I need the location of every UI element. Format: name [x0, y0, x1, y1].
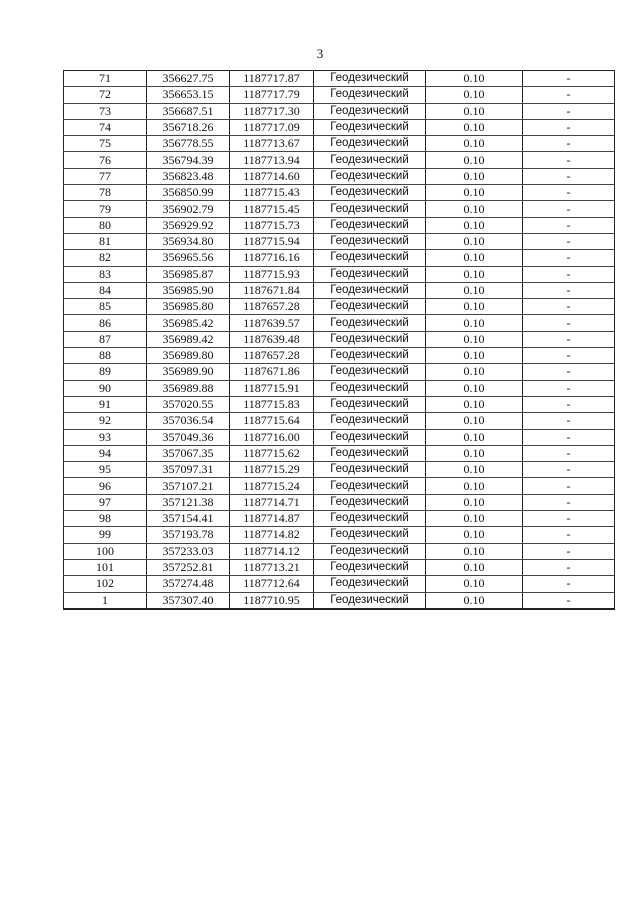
accuracy-cell: 0.10	[426, 429, 523, 445]
point-number-cell: 83	[64, 266, 147, 282]
x-coordinate-cell: 357193.78	[147, 527, 230, 543]
point-number-cell: 87	[64, 331, 147, 347]
method-cell: Геодезический	[314, 576, 426, 592]
y-coordinate-cell: 1187713.67	[230, 136, 314, 152]
accuracy-cell: 0.10	[426, 136, 523, 152]
accuracy-cell: 0.10	[426, 494, 523, 510]
table-row	[64, 380, 615, 396]
x-coordinate-cell: 356778.55	[147, 136, 230, 152]
method-cell: Геодезический	[314, 429, 426, 445]
table-row	[64, 233, 615, 249]
method-cell: Геодезический	[314, 299, 426, 315]
accuracy-cell: 0.10	[426, 87, 523, 103]
method-cell: Геодезический	[314, 348, 426, 364]
description-cell: -	[523, 380, 615, 396]
x-coordinate-cell: 356989.88	[147, 380, 230, 396]
x-coordinate-cell: 356794.39	[147, 152, 230, 168]
description-cell: -	[523, 396, 615, 412]
table-row	[64, 478, 615, 494]
method-cell: Геодезический	[314, 543, 426, 559]
description-cell: -	[523, 462, 615, 478]
x-coordinate-cell: 356985.42	[147, 315, 230, 331]
x-coordinate-cell: 356653.15	[147, 87, 230, 103]
table-row	[64, 511, 615, 527]
description-cell: -	[523, 445, 615, 461]
table-row	[64, 559, 615, 575]
description-cell: -	[523, 152, 615, 168]
x-coordinate-cell: 357274.48	[147, 576, 230, 592]
method-cell: Геодезический	[314, 331, 426, 347]
method-cell: Геодезический	[314, 592, 426, 609]
description-cell: -	[523, 201, 615, 217]
accuracy-cell: 0.10	[426, 462, 523, 478]
accuracy-cell: 0.10	[426, 103, 523, 119]
accuracy-cell: 0.10	[426, 201, 523, 217]
point-number-cell: 76	[64, 152, 147, 168]
y-coordinate-cell: 1187715.91	[230, 380, 314, 396]
y-coordinate-cell: 1187713.94	[230, 152, 314, 168]
y-coordinate-cell: 1187717.09	[230, 119, 314, 135]
table-row	[64, 87, 615, 103]
x-coordinate-cell: 357097.31	[147, 462, 230, 478]
y-coordinate-cell: 1187715.45	[230, 201, 314, 217]
x-coordinate-cell: 356985.87	[147, 266, 230, 282]
y-coordinate-cell: 1187715.73	[230, 217, 314, 233]
y-coordinate-cell: 1187715.62	[230, 445, 314, 461]
point-number-cell: 79	[64, 201, 147, 217]
x-coordinate-cell: 357067.35	[147, 445, 230, 461]
point-number-cell: 1	[64, 592, 147, 609]
table-row	[64, 576, 615, 592]
accuracy-cell: 0.10	[426, 282, 523, 298]
y-coordinate-cell: 1187657.28	[230, 348, 314, 364]
table-row	[64, 527, 615, 543]
method-cell: Геодезический	[314, 445, 426, 461]
description-cell: -	[523, 576, 615, 592]
accuracy-cell: 0.10	[426, 413, 523, 429]
point-number-cell: 90	[64, 380, 147, 396]
y-coordinate-cell: 1187712.64	[230, 576, 314, 592]
method-cell: Геодезический	[314, 282, 426, 298]
point-number-cell: 102	[64, 576, 147, 592]
description-cell: -	[523, 511, 615, 527]
point-number-cell: 81	[64, 233, 147, 249]
accuracy-cell: 0.10	[426, 543, 523, 559]
description-cell: -	[523, 478, 615, 494]
y-coordinate-cell: 1187714.82	[230, 527, 314, 543]
coordinates-table	[63, 70, 615, 610]
y-coordinate-cell: 1187714.71	[230, 494, 314, 510]
method-cell: Геодезический	[314, 478, 426, 494]
accuracy-cell: 0.10	[426, 71, 523, 87]
point-number-cell: 85	[64, 299, 147, 315]
accuracy-cell: 0.10	[426, 364, 523, 380]
table-row	[64, 445, 615, 461]
accuracy-cell: 0.10	[426, 185, 523, 201]
y-coordinate-cell: 1187713.21	[230, 559, 314, 575]
accuracy-cell: 0.10	[426, 348, 523, 364]
y-coordinate-cell: 1187714.60	[230, 168, 314, 184]
description-cell: -	[523, 250, 615, 266]
point-number-cell: 80	[64, 217, 147, 233]
table-row	[64, 413, 615, 429]
table-row	[64, 494, 615, 510]
point-number-cell: 78	[64, 185, 147, 201]
description-cell: -	[523, 71, 615, 87]
description-cell: -	[523, 119, 615, 135]
accuracy-cell: 0.10	[426, 445, 523, 461]
method-cell: Геодезический	[314, 185, 426, 201]
table-row	[64, 315, 615, 331]
description-cell: -	[523, 429, 615, 445]
accuracy-cell: 0.10	[426, 119, 523, 135]
point-number-cell: 82	[64, 250, 147, 266]
method-cell: Геодезический	[314, 71, 426, 87]
accuracy-cell: 0.10	[426, 396, 523, 412]
table-row	[64, 282, 615, 298]
method-cell: Геодезический	[314, 152, 426, 168]
y-coordinate-cell: 1187715.94	[230, 233, 314, 249]
y-coordinate-cell: 1187717.30	[230, 103, 314, 119]
description-cell: -	[523, 136, 615, 152]
table-row	[64, 592, 615, 609]
table-row	[64, 136, 615, 152]
x-coordinate-cell: 356989.42	[147, 331, 230, 347]
point-number-cell: 89	[64, 364, 147, 380]
x-coordinate-cell: 356823.48	[147, 168, 230, 184]
x-coordinate-cell: 356718.26	[147, 119, 230, 135]
description-cell: -	[523, 543, 615, 559]
y-coordinate-cell: 1187671.84	[230, 282, 314, 298]
accuracy-cell: 0.10	[426, 315, 523, 331]
y-coordinate-cell: 1187657.28	[230, 299, 314, 315]
table-row	[64, 217, 615, 233]
x-coordinate-cell: 357020.55	[147, 396, 230, 412]
table-row	[64, 185, 615, 201]
y-coordinate-cell: 1187715.83	[230, 396, 314, 412]
description-cell: -	[523, 527, 615, 543]
x-coordinate-cell: 356902.79	[147, 201, 230, 217]
method-cell: Геодезический	[314, 266, 426, 282]
x-coordinate-cell: 356687.51	[147, 103, 230, 119]
x-coordinate-cell: 356965.56	[147, 250, 230, 266]
x-coordinate-cell: 357049.36	[147, 429, 230, 445]
description-cell: -	[523, 592, 615, 609]
table-row	[64, 543, 615, 559]
method-cell: Геодезический	[314, 380, 426, 396]
x-coordinate-cell: 357036.54	[147, 413, 230, 429]
table-row	[64, 396, 615, 412]
accuracy-cell: 0.10	[426, 478, 523, 494]
table-row	[64, 462, 615, 478]
description-cell: -	[523, 87, 615, 103]
table-row	[64, 71, 615, 87]
method-cell: Геодезический	[314, 396, 426, 412]
x-coordinate-cell: 357154.41	[147, 511, 230, 527]
point-number-cell: 74	[64, 119, 147, 135]
table-row	[64, 429, 615, 445]
y-coordinate-cell: 1187639.48	[230, 331, 314, 347]
accuracy-cell: 0.10	[426, 266, 523, 282]
method-cell: Геодезический	[314, 559, 426, 575]
point-number-cell: 96	[64, 478, 147, 494]
table-row	[64, 364, 615, 380]
description-cell: -	[523, 282, 615, 298]
accuracy-cell: 0.10	[426, 250, 523, 266]
point-number-cell: 72	[64, 87, 147, 103]
y-coordinate-cell: 1187710.95	[230, 592, 314, 609]
y-coordinate-cell: 1187716.16	[230, 250, 314, 266]
description-cell: -	[523, 315, 615, 331]
method-cell: Геодезический	[314, 168, 426, 184]
description-cell: -	[523, 413, 615, 429]
accuracy-cell: 0.10	[426, 592, 523, 609]
table-row	[64, 201, 615, 217]
description-cell: -	[523, 103, 615, 119]
description-cell: -	[523, 559, 615, 575]
y-coordinate-cell: 1187715.93	[230, 266, 314, 282]
accuracy-cell: 0.10	[426, 380, 523, 396]
point-number-cell: 75	[64, 136, 147, 152]
y-coordinate-cell: 1187716.00	[230, 429, 314, 445]
accuracy-cell: 0.10	[426, 217, 523, 233]
point-number-cell: 86	[64, 315, 147, 331]
coordinates-table-body	[64, 71, 615, 609]
description-cell: -	[523, 494, 615, 510]
y-coordinate-cell: 1187715.43	[230, 185, 314, 201]
method-cell: Геодезический	[314, 233, 426, 249]
x-coordinate-cell: 356627.75	[147, 71, 230, 87]
table-row	[64, 348, 615, 364]
point-number-cell: 100	[64, 543, 147, 559]
x-coordinate-cell: 356989.80	[147, 348, 230, 364]
accuracy-cell: 0.10	[426, 299, 523, 315]
point-number-cell: 99	[64, 527, 147, 543]
page-number: 3	[316, 46, 324, 61]
point-number-cell: 91	[64, 396, 147, 412]
point-number-cell: 101	[64, 559, 147, 575]
method-cell: Геодезический	[314, 87, 426, 103]
accuracy-cell: 0.10	[426, 527, 523, 543]
method-cell: Геодезический	[314, 136, 426, 152]
method-cell: Геодезический	[314, 315, 426, 331]
point-number-cell: 88	[64, 348, 147, 364]
x-coordinate-cell: 357233.03	[147, 543, 230, 559]
method-cell: Геодезический	[314, 413, 426, 429]
y-coordinate-cell: 1187714.87	[230, 511, 314, 527]
description-cell: -	[523, 364, 615, 380]
y-coordinate-cell: 1187671.86	[230, 364, 314, 380]
y-coordinate-cell: 1187715.24	[230, 478, 314, 494]
x-coordinate-cell: 356989.90	[147, 364, 230, 380]
table-row	[64, 250, 615, 266]
x-coordinate-cell: 356985.80	[147, 299, 230, 315]
x-coordinate-cell: 357252.81	[147, 559, 230, 575]
accuracy-cell: 0.10	[426, 511, 523, 527]
description-cell: -	[523, 266, 615, 282]
y-coordinate-cell: 1187715.29	[230, 462, 314, 478]
table-row	[64, 103, 615, 119]
point-number-cell: 84	[64, 282, 147, 298]
method-cell: Геодезический	[314, 201, 426, 217]
table-row	[64, 331, 615, 347]
table-row	[64, 152, 615, 168]
accuracy-cell: 0.10	[426, 576, 523, 592]
accuracy-cell: 0.10	[426, 152, 523, 168]
y-coordinate-cell: 1187717.87	[230, 71, 314, 87]
point-number-cell: 95	[64, 462, 147, 478]
description-cell: -	[523, 233, 615, 249]
point-number-cell: 73	[64, 103, 147, 119]
method-cell: Геодезический	[314, 462, 426, 478]
method-cell: Геодезический	[314, 364, 426, 380]
point-number-cell: 98	[64, 511, 147, 527]
table-row	[64, 119, 615, 135]
point-number-cell: 97	[64, 494, 147, 510]
point-number-cell: 94	[64, 445, 147, 461]
accuracy-cell: 0.10	[426, 233, 523, 249]
x-coordinate-cell: 356850.99	[147, 185, 230, 201]
y-coordinate-cell: 1187639.57	[230, 315, 314, 331]
y-coordinate-cell: 1187714.12	[230, 543, 314, 559]
accuracy-cell: 0.10	[426, 559, 523, 575]
point-number-cell: 77	[64, 168, 147, 184]
method-cell: Геодезический	[314, 103, 426, 119]
table-row	[64, 266, 615, 282]
y-coordinate-cell: 1187715.64	[230, 413, 314, 429]
x-coordinate-cell: 356929.92	[147, 217, 230, 233]
x-coordinate-cell: 357121.38	[147, 494, 230, 510]
description-cell: -	[523, 299, 615, 315]
method-cell: Геодезический	[314, 527, 426, 543]
method-cell: Геодезический	[314, 119, 426, 135]
method-cell: Геодезический	[314, 217, 426, 233]
x-coordinate-cell: 356985.90	[147, 282, 230, 298]
x-coordinate-cell: 356934.80	[147, 233, 230, 249]
point-number-cell: 71	[64, 71, 147, 87]
description-cell: -	[523, 348, 615, 364]
x-coordinate-cell: 357107.21	[147, 478, 230, 494]
description-cell: -	[523, 168, 615, 184]
point-number-cell: 93	[64, 429, 147, 445]
description-cell: -	[523, 331, 615, 347]
description-cell: -	[523, 217, 615, 233]
method-cell: Геодезический	[314, 494, 426, 510]
x-coordinate-cell: 357307.40	[147, 592, 230, 609]
table-row	[64, 168, 615, 184]
accuracy-cell: 0.10	[426, 168, 523, 184]
description-cell: -	[523, 185, 615, 201]
method-cell: Геодезический	[314, 250, 426, 266]
y-coordinate-cell: 1187717.79	[230, 87, 314, 103]
method-cell: Геодезический	[314, 511, 426, 527]
point-number-cell: 92	[64, 413, 147, 429]
table-row	[64, 299, 615, 315]
accuracy-cell: 0.10	[426, 331, 523, 347]
